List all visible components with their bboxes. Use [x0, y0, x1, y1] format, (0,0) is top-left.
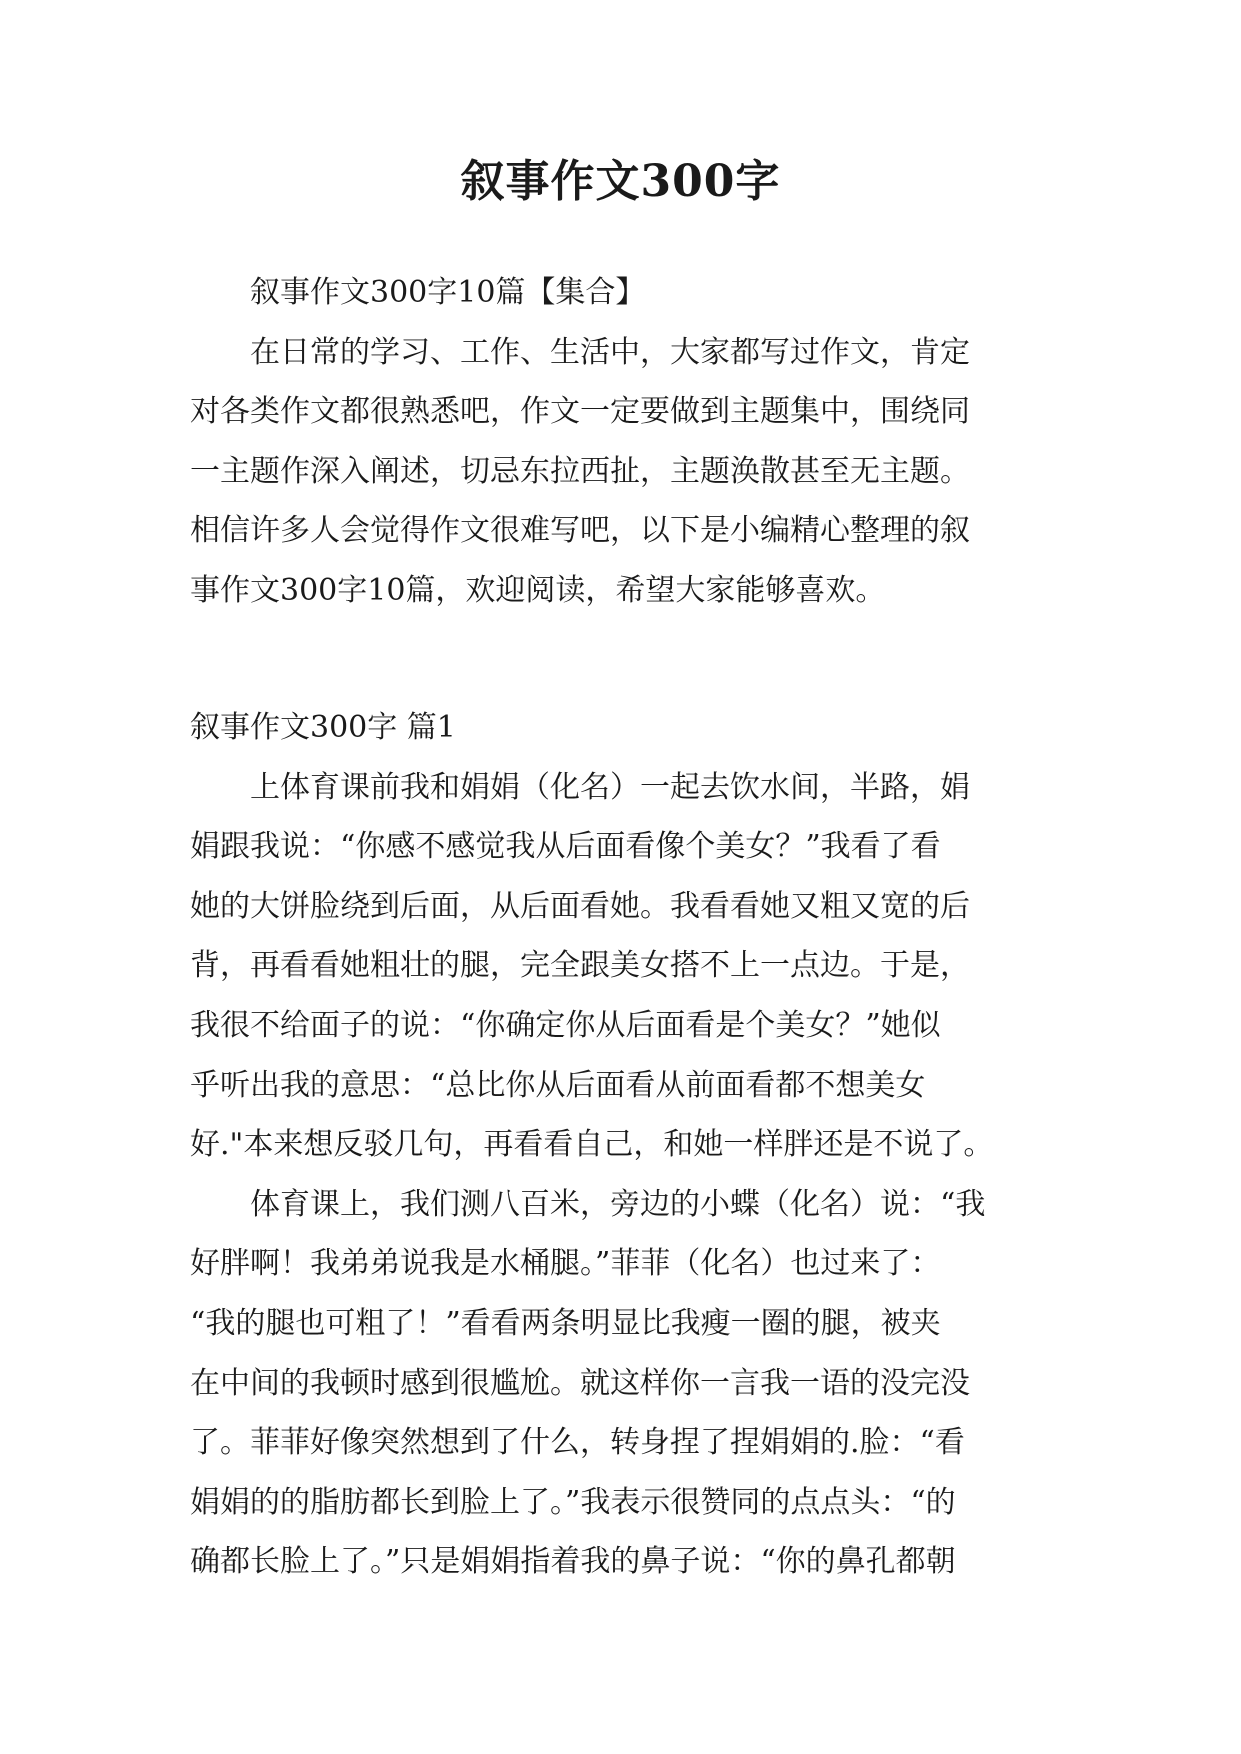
text-line: 对各类作文都很熟悉吧，作文一定要做到主题集中，围绕同	[190, 394, 970, 430]
page-title: 叙事作文300字	[460, 156, 781, 207]
text-line: 她的大饼脸绕到后面，从后面看她。我看看她又粗又宽的后	[190, 888, 970, 924]
chapter-paragraph-1	[190, 758, 1070, 1175]
intro-paragraph	[190, 323, 1070, 621]
text-line: “我的腿也可粗了！”看看两条明显比我瘦一圈的腿，被夹	[190, 1305, 941, 1341]
text-line: 体育课上，我们测八百米，旁边的小蝶（化名）说：“我	[250, 1186, 986, 1222]
text-line: 了。菲菲好像突然想到了什么，转身捏了捏娟娟的.脸：“看	[190, 1425, 965, 1461]
text-line: 好."本来想反驳几句，再看看自己，和她一样胖还是不说了。	[190, 1127, 994, 1163]
text-line: 上体育课前我和娟娟（化名）一起去饮水间，半路，娟	[250, 769, 970, 805]
text-line: 娟娟的的脂肪都长到脸上了。”我表示很赞同的点点头：“的	[190, 1484, 956, 1520]
text-line: 乎听出我的意思：“总比你从后面看从前面看都不想美女	[190, 1067, 926, 1103]
chapter-section	[190, 698, 1070, 1592]
text-line: 确都长脸上了。”只是娟娟指着我的鼻子说：“你的鼻孔都朝	[190, 1544, 956, 1580]
document-subtitle: 叙事作文300字10篇【集合】	[250, 275, 646, 310]
chapter-heading: 叙事作文300字 篇1	[190, 710, 456, 745]
text-line: 在中间的我顿时感到很尴尬。就这样你一言我一语的没完没	[190, 1365, 970, 1401]
chapter-paragraph-2	[190, 1175, 1070, 1592]
text-line: 背，再看看她粗壮的腿，完全跟美女搭不上一点边。于是，	[190, 948, 970, 984]
text-line: 我很不给面子的说：“你确定你从后面看是个美女？”她似	[190, 1007, 941, 1043]
text-line: 相信许多人会觉得作文很难写吧，以下是小编精心整理的叙	[190, 513, 970, 549]
text-line: 好胖啊！我弟弟说我是水桶腿。”菲菲（化名）也过来了：	[190, 1246, 941, 1282]
text-line: 事作文300字10篇，欢迎阅读，希望大家能够喜欢。	[190, 572, 886, 608]
intro-section	[190, 263, 1070, 621]
text-line: 在日常的学习、工作、生活中，大家都写过作文，肯定	[250, 334, 970, 370]
text-line: 一主题作深入阐述，切忌东拉西扯，主题涣散甚至无主题。	[190, 453, 970, 489]
text-line: 娟跟我说：“你感不感觉我从后面看像个美女？”我看了看	[190, 829, 941, 865]
